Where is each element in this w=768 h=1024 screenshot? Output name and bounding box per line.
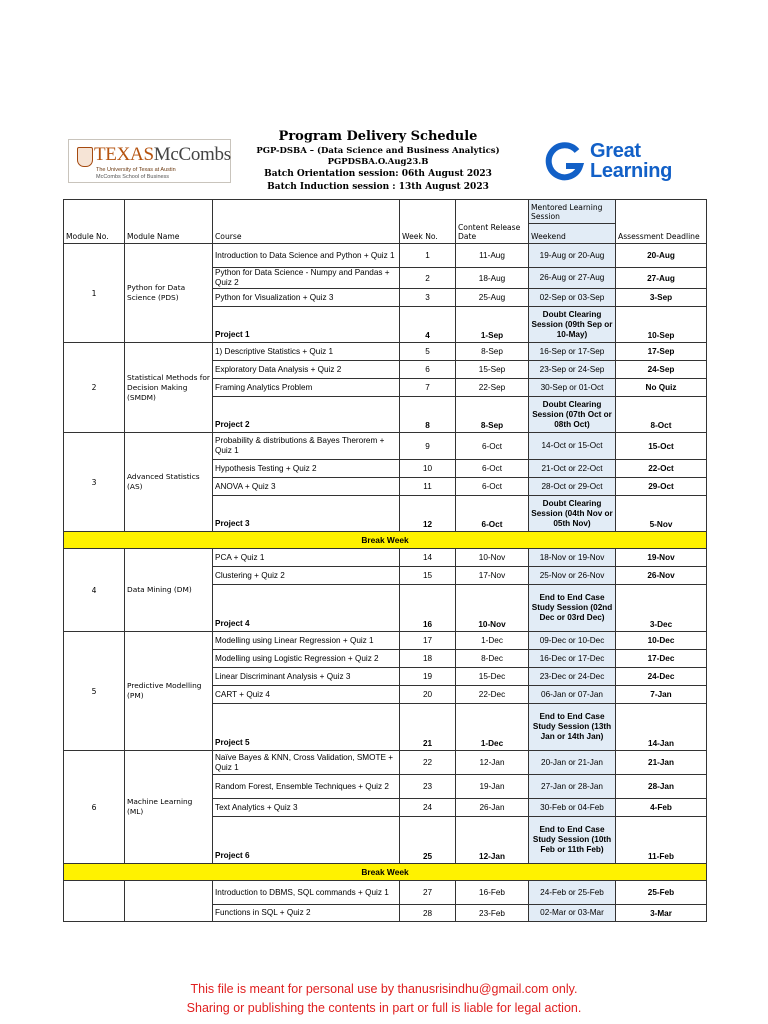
mentored-session: 23-Dec or 24-Dec: [529, 668, 616, 686]
week-number: 18: [400, 650, 456, 668]
course-name: Probability & distributions & Bayes Therorem + Quiz 1: [213, 433, 400, 460]
logo-learning-word: Learning: [590, 160, 673, 182]
week-number: 2: [400, 268, 456, 289]
content-release-date: 8-Sep: [456, 343, 529, 361]
mentored-session: 02-Sep or 03-Sep: [529, 289, 616, 307]
notice-line-1: This file is meant for personal use by thanusrisindhu@gmail.com only.: [190, 982, 578, 996]
course-row: [64, 549, 707, 567]
mentored-session: 14-Oct or 15-Oct: [529, 433, 616, 460]
course-name: Functions in SQL + Quiz 2: [213, 905, 400, 922]
week-number: 1: [400, 244, 456, 268]
mentored-session: 19-Aug or 20-Aug: [529, 244, 616, 268]
week-number: 3: [400, 289, 456, 307]
week-number: 14: [400, 549, 456, 567]
mentored-session: 23-Sep or 24-Sep: [529, 361, 616, 379]
week-number: 25: [400, 817, 456, 864]
module-name: Machine Learning (ML): [125, 751, 213, 864]
mentored-session: 16-Sep or 17-Sep: [529, 343, 616, 361]
course-name: Introduction to Data Science and Python + Quiz 1: [213, 244, 400, 268]
mentored-session: End to End Case Study Session (02nd Dec or 03rd Dec): [529, 585, 616, 632]
mentored-session: 30-Feb or 04-Feb: [529, 799, 616, 817]
module-name: Predictive Modelling (PM): [125, 632, 213, 751]
mentored-session: Doubt Clearing Session (09th Sep or 10-May): [529, 307, 616, 343]
header-week-no: Week No.: [400, 200, 456, 244]
course-row: [64, 751, 707, 775]
batch-code: PGPDSBA.O.Aug23.B: [327, 157, 429, 167]
assessment-deadline: 7-Jan: [616, 686, 707, 704]
course-name: Linear Discriminant Analysis + Quiz 3: [213, 668, 400, 686]
logo-mccombs-word: McCombs: [153, 144, 231, 165]
content-release-date: 6-Oct: [456, 433, 529, 460]
week-number: 6: [400, 361, 456, 379]
content-release-date: 8-Dec: [456, 650, 529, 668]
header-module-no: Module No.: [64, 200, 125, 244]
content-release-date: 8-Sep: [456, 397, 529, 433]
assessment-deadline: 11-Feb: [616, 817, 707, 864]
logo-great-word: Great: [590, 140, 641, 162]
assessment-deadline: 29-Oct: [616, 478, 707, 496]
assessment-deadline: 24-Sep: [616, 361, 707, 379]
ut-seal-icon: [77, 147, 93, 167]
content-release-date: 1-Dec: [456, 632, 529, 650]
great-learning-g-icon: [544, 142, 586, 182]
great-learning-logo: [544, 140, 694, 184]
header-assessment-deadline: Assessment Deadline: [616, 200, 707, 244]
mentored-session: 21-Oct or 22-Oct: [529, 460, 616, 478]
usage-notice: [0, 980, 768, 1018]
break-week-label: Break Week: [64, 532, 707, 549]
schedule-table: [63, 199, 707, 922]
mentored-session: 30-Sep or 01-Oct: [529, 379, 616, 397]
module-name: Statistical Methods for Decision Making (SMDM): [125, 343, 213, 433]
course-name: Python for Visualization + Quiz 3: [213, 289, 400, 307]
mentored-session: 26-Aug or 27-Aug: [529, 268, 616, 289]
content-release-date: 15-Dec: [456, 668, 529, 686]
logo-subline-1: The University of Texas at Austin: [96, 167, 176, 173]
course-row: [64, 433, 707, 460]
assessment-deadline: 25-Feb: [616, 881, 707, 905]
header-mentored-session: Mentored Learning Session: [529, 200, 616, 224]
assessment-deadline: 27-Aug: [616, 268, 707, 289]
course-name: CART + Quiz 4: [213, 686, 400, 704]
assessment-deadline: 15-Oct: [616, 433, 707, 460]
mentored-session: End to End Case Study Session (10th Feb or 11th Feb): [529, 817, 616, 864]
content-release-date: 11-Aug: [456, 244, 529, 268]
course-row: [64, 244, 707, 268]
mentored-session: 20-Jan or 21-Jan: [529, 751, 616, 775]
week-number: 12: [400, 496, 456, 532]
logo-subline-2: McCombs School of Business: [96, 174, 170, 180]
content-release-date: 6-Oct: [456, 478, 529, 496]
mentored-session: Doubt Clearing Session (04th Nov or 05th Nov): [529, 496, 616, 532]
assessment-deadline: 3-Sep: [616, 289, 707, 307]
week-number: 27: [400, 881, 456, 905]
module-number: 6: [64, 751, 125, 864]
content-release-date: 12-Jan: [456, 751, 529, 775]
header-module-name: Module Name: [125, 200, 213, 244]
content-release-date: 17-Nov: [456, 567, 529, 585]
week-number: 5: [400, 343, 456, 361]
week-number: 16: [400, 585, 456, 632]
assessment-deadline: 24-Dec: [616, 668, 707, 686]
assessment-deadline: 17-Dec: [616, 650, 707, 668]
content-release-date: 19-Jan: [456, 775, 529, 799]
module-number: [64, 881, 125, 922]
week-number: 11: [400, 478, 456, 496]
course-name: Project 5: [213, 704, 400, 751]
module-name: [125, 881, 213, 922]
course-name: 1) Descriptive Statistics + Quiz 1: [213, 343, 400, 361]
content-release-date: 1-Sep: [456, 307, 529, 343]
induction-date: Batch Induction session : 13th August 2023: [267, 182, 489, 192]
content-release-date: 1-Dec: [456, 704, 529, 751]
course-name: Clustering + Quiz 2: [213, 567, 400, 585]
content-release-date: 12-Jan: [456, 817, 529, 864]
assessment-deadline: 21-Jan: [616, 751, 707, 775]
week-number: 15: [400, 567, 456, 585]
header-weekend: Weekend: [529, 224, 616, 244]
module-number: 1: [64, 244, 125, 343]
module-name: Advanced Statistics (AS): [125, 433, 213, 532]
content-release-date: 10-Nov: [456, 549, 529, 567]
course-name: Introduction to DBMS, SQL commands + Quiz 1: [213, 881, 400, 905]
mentored-session: 24-Feb or 25-Feb: [529, 881, 616, 905]
assessment-deadline: 20-Aug: [616, 244, 707, 268]
week-number: 28: [400, 905, 456, 922]
course-name: Naïve Bayes & KNN, Cross Validation, SMOTE + Quiz 1: [213, 751, 400, 775]
assessment-deadline: 10-Sep: [616, 307, 707, 343]
orientation-date: Batch Orientation session: 06th August 2023: [264, 169, 492, 179]
course-name: Hypothesis Testing + Quiz 2: [213, 460, 400, 478]
week-number: 17: [400, 632, 456, 650]
mentored-session: 06-Jan or 07-Jan: [529, 686, 616, 704]
course-name: Modelling using Linear Regression + Quiz 1: [213, 632, 400, 650]
week-number: 8: [400, 397, 456, 433]
mentored-session: 09-Dec or 10-Dec: [529, 632, 616, 650]
course-name: Modelling using Logistic Regression + Quiz 2: [213, 650, 400, 668]
assessment-deadline: 14-Jan: [616, 704, 707, 751]
assessment-deadline: No Quiz: [616, 379, 707, 397]
content-release-date: 6-Oct: [456, 460, 529, 478]
program-name: PGP-DSBA – (Data Science and Business Analytics): [256, 146, 500, 156]
content-release-date: 15-Sep: [456, 361, 529, 379]
content-release-date: 10-Nov: [456, 585, 529, 632]
assessment-deadline: 17-Sep: [616, 343, 707, 361]
course-name: Project 6: [213, 817, 400, 864]
assessment-deadline: 19-Nov: [616, 549, 707, 567]
course-name: Text Analytics + Quiz 3: [213, 799, 400, 817]
notice-line-2: Sharing or publishing the contents in part or full is liable for legal action.: [186, 1001, 582, 1015]
mentored-session: 25-Nov or 26-Nov: [529, 567, 616, 585]
title-block: [245, 128, 511, 194]
module-number: 2: [64, 343, 125, 433]
content-release-date: 26-Jan: [456, 799, 529, 817]
course-name: Framing Analytics Problem: [213, 379, 400, 397]
module-number: 3: [64, 433, 125, 532]
week-number: 22: [400, 751, 456, 775]
content-release-date: 25-Aug: [456, 289, 529, 307]
week-number: 10: [400, 460, 456, 478]
week-number: 24: [400, 799, 456, 817]
header-course: Course: [213, 200, 400, 244]
course-name: Exploratory Data Analysis + Quiz 2: [213, 361, 400, 379]
mentored-session: End to End Case Study Session (13th Jan or 14th Jan): [529, 704, 616, 751]
assessment-deadline: 22-Oct: [616, 460, 707, 478]
content-release-date: 22-Sep: [456, 379, 529, 397]
document-header: [0, 0, 768, 200]
content-release-date: 18-Aug: [456, 268, 529, 289]
week-number: 19: [400, 668, 456, 686]
assessment-deadline: 5-Nov: [616, 496, 707, 532]
mentored-session: 16-Dec or 17-Dec: [529, 650, 616, 668]
week-number: 23: [400, 775, 456, 799]
page-title: Program Delivery Schedule: [278, 129, 478, 144]
assessment-deadline: 8-Oct: [616, 397, 707, 433]
module-name: Python for Data Science (PDS): [125, 244, 213, 343]
course-row: [64, 881, 707, 905]
course-name: PCA + Quiz 1: [213, 549, 400, 567]
course-name: Project 1: [213, 307, 400, 343]
assessment-deadline: 26-Nov: [616, 567, 707, 585]
break-week-row: [64, 864, 707, 881]
mentored-session: 27-Jan or 28-Jan: [529, 775, 616, 799]
assessment-deadline: 28-Jan: [616, 775, 707, 799]
course-name: Project 3: [213, 496, 400, 532]
week-number: 7: [400, 379, 456, 397]
assessment-deadline: 3-Dec: [616, 585, 707, 632]
module-number: 4: [64, 549, 125, 632]
week-number: 4: [400, 307, 456, 343]
content-release-date: 16-Feb: [456, 881, 529, 905]
content-release-date: 23-Feb: [456, 905, 529, 922]
content-release-date: 22-Dec: [456, 686, 529, 704]
module-number: 5: [64, 632, 125, 751]
schedule-body: [64, 244, 707, 922]
assessment-deadline: 4-Feb: [616, 799, 707, 817]
assessment-deadline: 10-Dec: [616, 632, 707, 650]
mentored-session: 02-Mar or 03-Mar: [529, 905, 616, 922]
header-content-release: Content Release Date: [456, 200, 529, 244]
week-number: 9: [400, 433, 456, 460]
module-name: Data Mining (DM): [125, 549, 213, 632]
logo-texas-word: TEXAS: [94, 144, 154, 165]
assessment-deadline: 3-Mar: [616, 905, 707, 922]
course-name: Python for Data Science - Numpy and Pandas + Quiz 2: [213, 268, 400, 289]
course-row: [64, 343, 707, 361]
course-name: Project 2: [213, 397, 400, 433]
mentored-session: 28-Oct or 29-Oct: [529, 478, 616, 496]
break-week-row: [64, 532, 707, 549]
break-week-label: Break Week: [64, 864, 707, 881]
course-name: ANOVA + Quiz 3: [213, 478, 400, 496]
content-release-date: 6-Oct: [456, 496, 529, 532]
mentored-session: 18-Nov or 19-Nov: [529, 549, 616, 567]
course-row: [64, 632, 707, 650]
week-number: 20: [400, 686, 456, 704]
mentored-session: Doubt Clearing Session (07th Oct or 08th Oct): [529, 397, 616, 433]
week-number: 21: [400, 704, 456, 751]
course-name: Project 4: [213, 585, 400, 632]
course-name: Random Forest, Ensemble Techniques + Quiz 2: [213, 775, 400, 799]
texas-mccombs-logo: [68, 139, 231, 183]
